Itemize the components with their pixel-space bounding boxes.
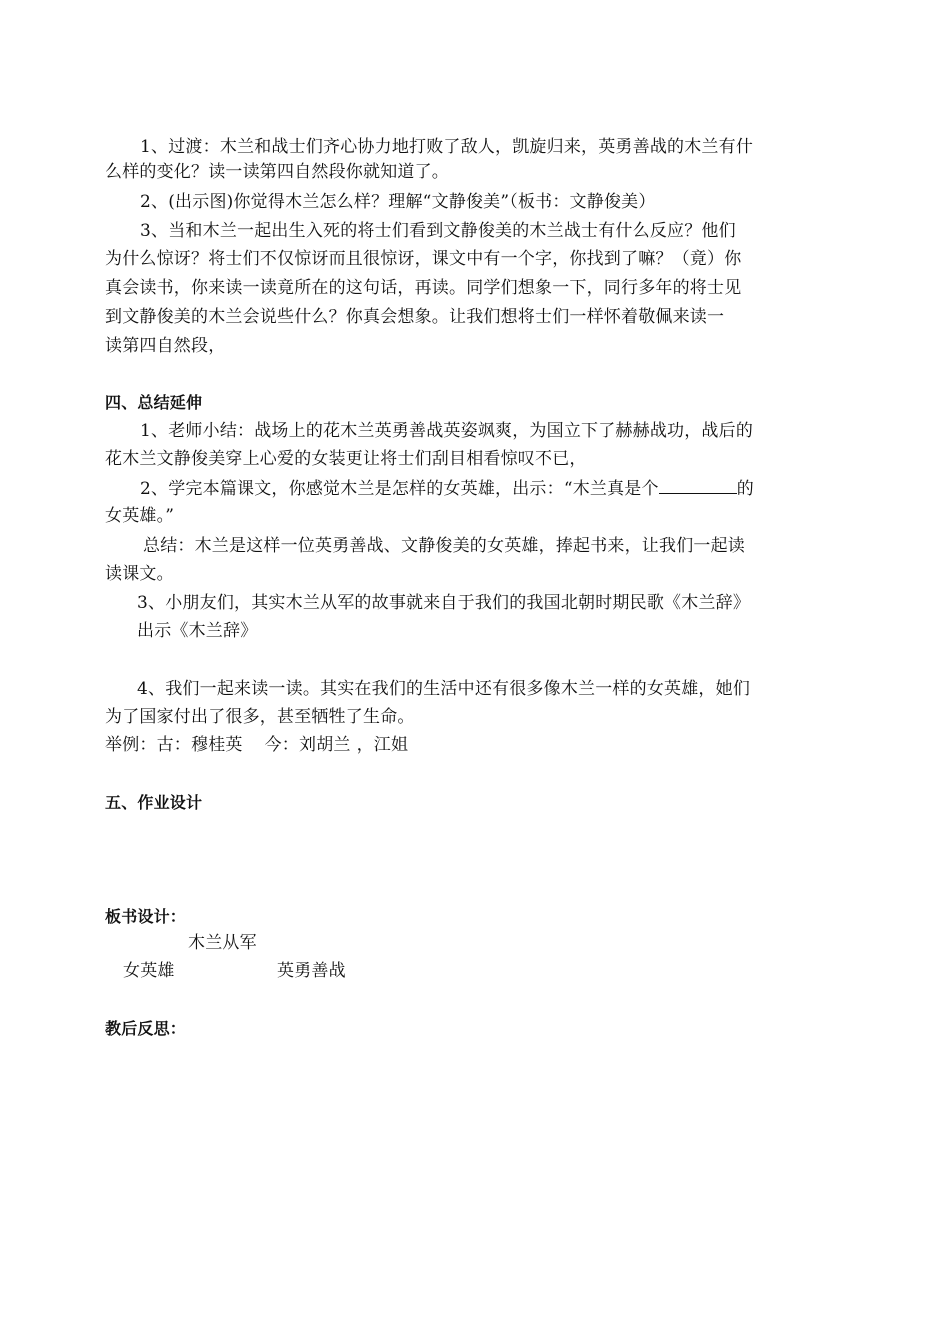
s3-p1-line2: 么样的变化？读一读第四自然段你就知道了。	[105, 162, 449, 182]
s3-p1-line1: 1、过渡：木兰和战士们齐心协力地打败了敌人，凯旋归来，英勇善战的木兰有什	[140, 137, 754, 157]
reflection-heading: 教后反思：	[105, 1019, 187, 1038]
s4-p4-line2: 为了国家付出了很多，甚至牺牲了生命。	[105, 707, 415, 727]
s4-p1-line2: 花木兰文静俊美穿上心爱的女装更让将士们刮目相看惊叹不已，	[105, 449, 587, 469]
s4-p3-line1: 3、小朋友们，其实木兰从军的故事就来自于我们的我国北朝时期民歌《木兰辞》	[137, 593, 751, 613]
s4-p2-line1	[140, 475, 754, 502]
section4-heading: 四、总结延伸	[105, 393, 203, 412]
example-line	[105, 732, 408, 758]
example-sep: ，江姐	[356, 735, 409, 755]
board-left: 女英雄	[123, 961, 175, 981]
board-right: 英勇善战	[277, 961, 346, 981]
s4-p1-line1: 1、老师小结：战场上的花木兰英勇善战英姿飒爽，为国立下了赫赫战功，战后的	[140, 421, 754, 441]
answer-blank	[659, 475, 737, 494]
s4-p4-line1: 4、我们一起来读一读。其实在我们的生活中还有很多像木兰一样的女英雄，她们	[137, 679, 751, 699]
example-modern: 今：刘胡兰	[264, 735, 351, 755]
s3-p2-line1: 2、(出示图)你觉得木兰怎么样？理解“文静俊美”（板书：文静俊美）	[140, 192, 656, 212]
s4-p3-line2: 出示《木兰辞》	[137, 621, 258, 641]
summary-line1: 总结：木兰是这样一位英勇善战、文静俊美的女英雄，捧起书来，让我们一起读	[143, 536, 745, 556]
s4-p2-text: 2、学完本篇课文，你感觉木兰是怎样的女英雄，出示：“木兰真是个	[140, 479, 659, 499]
board-title: 木兰从军	[188, 933, 257, 953]
s3-p3-line2: 为什么惊讶？将士们不仅惊讶而且很惊讶，课文中有一个字，你找到了嘛？（竟）你	[105, 249, 742, 269]
summary-line2: 读课文。	[105, 564, 174, 584]
example-ancient: 举例：古：穆桂英	[105, 735, 243, 755]
s3-p3-line4: 到文静俊美的木兰会说些什么？你真会想象。让我们想将士们一样怀着敬佩来读一	[105, 307, 725, 327]
s3-p3-line3: 真会读书，你来读一读竟所在的这句话，再读。同学们想象一下，同行多年的将士见	[105, 278, 742, 298]
s4-p2-text-after: 的	[736, 479, 754, 499]
s3-p3-line1: 3、当和木兰一起出生入死的将士们看到文静俊美的木兰战士有什么反应？他们	[140, 221, 736, 241]
s4-p2-line2: 女英雄。”	[105, 506, 175, 526]
s3-p3-line5: 读第四自然段，	[105, 336, 226, 356]
board-heading: 板书设计：	[105, 907, 187, 926]
section5-heading: 五、作业设计	[105, 793, 203, 812]
